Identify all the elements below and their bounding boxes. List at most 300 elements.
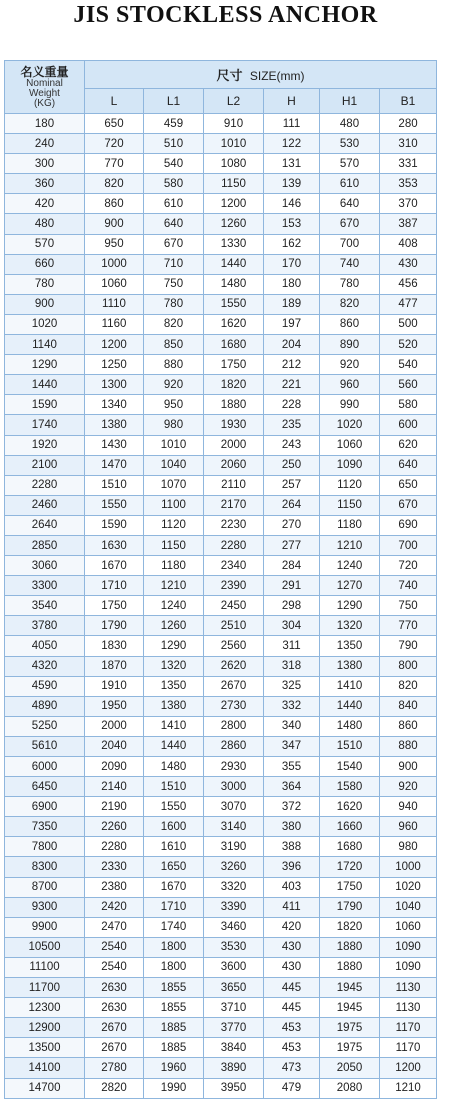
size-cell: 1620 [204,314,264,334]
size-cell: 1270 [320,576,380,596]
size-cell: 1150 [320,495,380,515]
size-cell: 1200 [204,194,264,214]
weight-cell: 300 [5,154,85,174]
size-cell: 880 [144,355,204,375]
weight-cell: 5250 [5,716,85,736]
size-cell: 355 [264,757,320,777]
header-weight-en-3: (KG) [33,97,56,109]
size-cell: 1480 [144,757,204,777]
size-cell: 1990 [144,1078,204,1098]
table-row [5,757,437,777]
size-cell: 1120 [320,475,380,495]
size-cell: 204 [264,335,320,355]
size-cell: 1410 [320,676,380,696]
size-cell: 1090 [380,937,437,957]
table-row [5,194,437,214]
size-cell: 1930 [204,415,264,435]
size-cell: 387 [380,214,437,234]
size-cell: 1350 [320,636,380,656]
table-row [5,736,437,756]
size-cell: 2560 [204,636,264,656]
size-cell: 146 [264,194,320,214]
size-cell: 1670 [144,877,204,897]
size-cell: 1855 [144,998,204,1018]
weight-cell: 570 [5,234,85,254]
size-cell: 332 [264,696,320,716]
size-cell: 1210 [380,1078,437,1098]
size-cell: 162 [264,234,320,254]
weight-cell: 900 [5,294,85,314]
size-cell: 850 [144,335,204,355]
header-size-en: SIZE(mm) [249,68,305,83]
table-row [5,797,437,817]
table-row [5,415,437,435]
size-cell: 2630 [85,978,144,998]
weight-cell: 3540 [5,596,85,616]
size-cell: 347 [264,736,320,756]
table-row [5,355,437,375]
size-cell: 331 [380,154,437,174]
size-cell: 1950 [85,696,144,716]
size-cell: 1620 [320,797,380,817]
size-cell: 910 [204,114,264,134]
table-row [5,274,437,294]
size-cell: 1800 [144,957,204,977]
table-row [5,857,437,877]
size-cell: 1750 [320,877,380,897]
table-row [5,716,437,736]
size-cell: 1470 [85,455,144,475]
size-cell: 1750 [85,596,144,616]
size-cell: 740 [320,254,380,274]
size-cell: 1020 [320,415,380,435]
size-cell: 1260 [204,214,264,234]
weight-cell: 5610 [5,736,85,756]
size-cell: 304 [264,616,320,636]
size-cell: 353 [380,174,437,194]
table-row [5,234,437,254]
size-cell: 1320 [144,656,204,676]
size-cell: 2140 [85,777,144,797]
size-cell: 1790 [85,616,144,636]
size-cell: 1430 [85,435,144,455]
size-cell: 1210 [144,576,204,596]
size-cell: 650 [380,475,437,495]
size-cell: 480 [320,114,380,134]
size-cell: 1870 [85,656,144,676]
size-cell: 750 [380,596,437,616]
size-cell: 1650 [144,857,204,877]
size-cell: 2930 [204,757,264,777]
size-cell: 610 [320,174,380,194]
size-cell: 1510 [85,475,144,495]
size-cell: 670 [380,495,437,515]
table-row [5,636,437,656]
size-cell: 820 [85,174,144,194]
weight-cell: 1290 [5,355,85,375]
size-cell: 111 [264,114,320,134]
size-cell: 1150 [144,535,204,555]
size-cell: 1040 [144,455,204,475]
size-cell: 1000 [380,857,437,877]
size-cell: 670 [320,214,380,234]
weight-cell: 14100 [5,1058,85,1078]
weight-cell: 13500 [5,1038,85,1058]
weight-cell: 1590 [5,395,85,415]
size-cell: 1060 [320,435,380,455]
table-body [5,114,437,1099]
size-cell: 1550 [85,495,144,515]
size-cell: 510 [144,134,204,154]
weight-cell: 9300 [5,897,85,917]
size-cell: 820 [144,314,204,334]
size-cell: 2080 [320,1078,380,1098]
size-cell: 122 [264,134,320,154]
header-weight-cn: 名义重量 [20,64,69,79]
size-cell: 459 [144,114,204,134]
size-cell: 3530 [204,937,264,957]
size-cell: 2060 [204,455,264,475]
size-cell: 1100 [144,495,204,515]
size-cell: 1300 [85,375,144,395]
page-title: JIS STOCKLESS ANCHOR [73,2,378,28]
size-cell: 340 [264,716,320,736]
size-cell: 2040 [85,736,144,756]
header-nominal-weight [5,61,85,114]
header-weight-en-1: Nominal [26,77,63,89]
table-row [5,957,437,977]
size-cell: 1020 [380,877,437,897]
size-cell: 1060 [380,917,437,937]
size-cell: 1120 [144,515,204,535]
size-cell: 212 [264,355,320,375]
size-cell: 411 [264,897,320,917]
size-cell: 720 [380,556,437,576]
size-cell: 1680 [320,837,380,857]
size-cell: 270 [264,515,320,535]
size-cell: 960 [380,817,437,837]
size-cell: 780 [144,294,204,314]
size-cell: 1630 [85,535,144,555]
weight-cell: 7800 [5,837,85,857]
table-row [5,1058,437,1078]
size-cell: 1380 [144,696,204,716]
size-cell: 2780 [85,1058,144,1078]
size-cell: 380 [264,817,320,837]
size-cell: 2800 [204,716,264,736]
size-cell: 364 [264,777,320,797]
table-row [5,134,437,154]
size-cell: 153 [264,214,320,234]
weight-cell: 3060 [5,556,85,576]
size-cell: 189 [264,294,320,314]
size-cell: 3070 [204,797,264,817]
size-cell: 445 [264,998,320,1018]
weight-cell: 240 [5,134,85,154]
size-cell: 277 [264,535,320,555]
size-cell: 1180 [320,515,380,535]
size-cell: 770 [380,616,437,636]
size-cell: 1740 [144,917,204,937]
size-cell: 3260 [204,857,264,877]
size-cell: 1945 [320,978,380,998]
size-cell: 1440 [320,696,380,716]
size-cell: 3710 [204,998,264,1018]
size-cell: 950 [85,234,144,254]
size-cell: 396 [264,857,320,877]
size-cell: 1880 [320,957,380,977]
weight-cell: 4320 [5,656,85,676]
size-cell: 318 [264,656,320,676]
size-cell: 2540 [85,957,144,977]
size-cell: 1170 [380,1018,437,1038]
weight-cell: 2280 [5,475,85,495]
size-cell: 1480 [320,716,380,736]
size-cell: 243 [264,435,320,455]
column-header-b1: B1 [380,88,437,113]
size-cell: 228 [264,395,320,415]
weight-cell: 8300 [5,857,85,877]
size-cell: 1250 [85,355,144,375]
weight-cell: 3300 [5,576,85,596]
size-cell: 1160 [85,314,144,334]
size-cell: 1110 [85,294,144,314]
weight-cell: 1020 [5,314,85,334]
weight-cell: 11100 [5,957,85,977]
table-row [5,998,437,1018]
size-cell: 2670 [85,1038,144,1058]
size-cell: 264 [264,495,320,515]
size-cell: 790 [380,636,437,656]
weight-cell: 9900 [5,917,85,937]
weight-cell: 3780 [5,616,85,636]
size-cell: 560 [380,375,437,395]
header-weight-en-2: Weight [29,87,60,99]
table-row [5,475,437,495]
size-cell: 640 [380,455,437,475]
weight-cell: 660 [5,254,85,274]
size-cell: 1580 [320,777,380,797]
size-cell: 456 [380,274,437,294]
size-cell: 1885 [144,1018,204,1038]
size-cell: 1060 [85,274,144,294]
table-row [5,174,437,194]
weight-cell: 1920 [5,435,85,455]
table-row [5,214,437,234]
table-row [5,937,437,957]
table-row [5,375,437,395]
size-cell: 3950 [204,1078,264,1098]
size-cell: 2620 [204,656,264,676]
size-cell: 1910 [85,676,144,696]
size-cell: 2280 [85,837,144,857]
size-cell: 1010 [144,435,204,455]
size-cell: 298 [264,596,320,616]
size-cell: 3890 [204,1058,264,1078]
table-row [5,154,437,174]
size-cell: 2470 [85,917,144,937]
size-cell: 1000 [85,254,144,274]
size-cell: 960 [320,375,380,395]
weight-cell: 420 [5,194,85,214]
size-cell: 1130 [380,978,437,998]
size-cell: 670 [144,234,204,254]
size-cell: 860 [380,716,437,736]
size-cell: 530 [320,134,380,154]
size-cell: 2670 [85,1018,144,1038]
table-row [5,777,437,797]
size-cell: 408 [380,234,437,254]
size-cell: 1680 [204,335,264,355]
size-cell: 980 [144,415,204,435]
size-cell: 370 [380,194,437,214]
size-cell: 2230 [204,515,264,535]
size-cell: 1880 [320,937,380,957]
size-cell: 820 [320,294,380,314]
size-cell: 1600 [144,817,204,837]
size-cell: 700 [380,535,437,555]
size-cell: 1610 [144,837,204,857]
size-cell: 1550 [144,797,204,817]
size-cell: 1380 [85,415,144,435]
size-cell: 430 [264,937,320,957]
size-cell: 1710 [144,897,204,917]
size-cell: 3770 [204,1018,264,1038]
size-cell: 600 [380,415,437,435]
size-cell: 620 [380,435,437,455]
size-cell: 1010 [204,134,264,154]
size-cell: 580 [144,174,204,194]
size-cell: 1150 [204,174,264,194]
table-row [5,576,437,596]
table-row [5,656,437,676]
size-cell: 740 [380,576,437,596]
size-cell: 880 [380,736,437,756]
size-cell: 1830 [85,636,144,656]
table-row [5,596,437,616]
size-cell: 477 [380,294,437,314]
size-cell: 1440 [144,736,204,756]
size-cell: 2330 [85,857,144,877]
column-header-l: L [85,88,144,113]
weight-cell: 8700 [5,877,85,897]
size-cell: 197 [264,314,320,334]
table-row [5,616,437,636]
size-cell: 1410 [144,716,204,736]
size-cell: 920 [144,375,204,395]
weight-cell: 180 [5,114,85,134]
size-cell: 860 [85,194,144,214]
size-cell: 950 [144,395,204,415]
size-cell: 3000 [204,777,264,797]
table-row [5,515,437,535]
size-cell: 2050 [320,1058,380,1078]
size-cell: 980 [380,837,437,857]
table-row [5,395,437,415]
column-header-h: H [264,88,320,113]
table-row [5,114,437,134]
size-cell: 131 [264,154,320,174]
weight-cell: 4890 [5,696,85,716]
column-header-l2: L2 [204,88,264,113]
size-cell: 1880 [204,395,264,415]
size-cell: 610 [144,194,204,214]
table-row [5,1038,437,1058]
size-cell: 900 [85,214,144,234]
size-cell: 257 [264,475,320,495]
column-header-h1: H1 [320,88,380,113]
size-cell: 2420 [85,897,144,917]
size-cell: 453 [264,1018,320,1038]
size-cell: 1480 [204,274,264,294]
size-cell: 1820 [320,917,380,937]
size-cell: 1180 [144,556,204,576]
size-cell: 2170 [204,495,264,515]
table-row [5,435,437,455]
size-cell: 1510 [320,736,380,756]
size-cell: 1510 [144,777,204,797]
size-cell: 2380 [85,877,144,897]
size-cell: 1855 [144,978,204,998]
size-cell: 1340 [85,395,144,415]
size-cell: 1210 [320,535,380,555]
table-row [5,495,437,515]
weight-cell: 12300 [5,998,85,1018]
size-cell: 3600 [204,957,264,977]
size-cell: 250 [264,455,320,475]
size-cell: 1330 [204,234,264,254]
size-cell: 284 [264,556,320,576]
header-size-cn: 尺寸 [216,67,243,83]
size-cell: 1170 [380,1038,437,1058]
size-cell: 580 [380,395,437,415]
size-cell: 280 [380,114,437,134]
size-cell: 221 [264,375,320,395]
size-cell: 710 [144,254,204,274]
size-cell: 1945 [320,998,380,1018]
size-cell: 3140 [204,817,264,837]
size-cell: 920 [320,355,380,375]
size-cell: 388 [264,837,320,857]
size-cell: 1130 [380,998,437,1018]
size-cell: 3460 [204,917,264,937]
column-header-l1: L1 [144,88,204,113]
size-cell: 2280 [204,535,264,555]
size-cell: 860 [320,314,380,334]
size-cell: 2510 [204,616,264,636]
weight-cell: 1440 [5,375,85,395]
weight-cell: 1140 [5,335,85,355]
size-cell: 770 [85,154,144,174]
size-cell: 1320 [320,616,380,636]
size-cell: 2110 [204,475,264,495]
size-cell: 473 [264,1058,320,1078]
size-cell: 2000 [85,716,144,736]
size-cell: 325 [264,676,320,696]
size-cell: 650 [85,114,144,134]
size-cell: 1240 [144,596,204,616]
size-cell: 1440 [204,254,264,274]
size-cell: 1720 [320,857,380,877]
size-cell: 1290 [320,596,380,616]
weight-cell: 2850 [5,535,85,555]
size-cell: 2390 [204,576,264,596]
size-cell: 1670 [85,556,144,576]
size-cell: 445 [264,978,320,998]
size-cell: 2670 [204,676,264,696]
weight-cell: 10500 [5,937,85,957]
size-cell: 3390 [204,897,264,917]
